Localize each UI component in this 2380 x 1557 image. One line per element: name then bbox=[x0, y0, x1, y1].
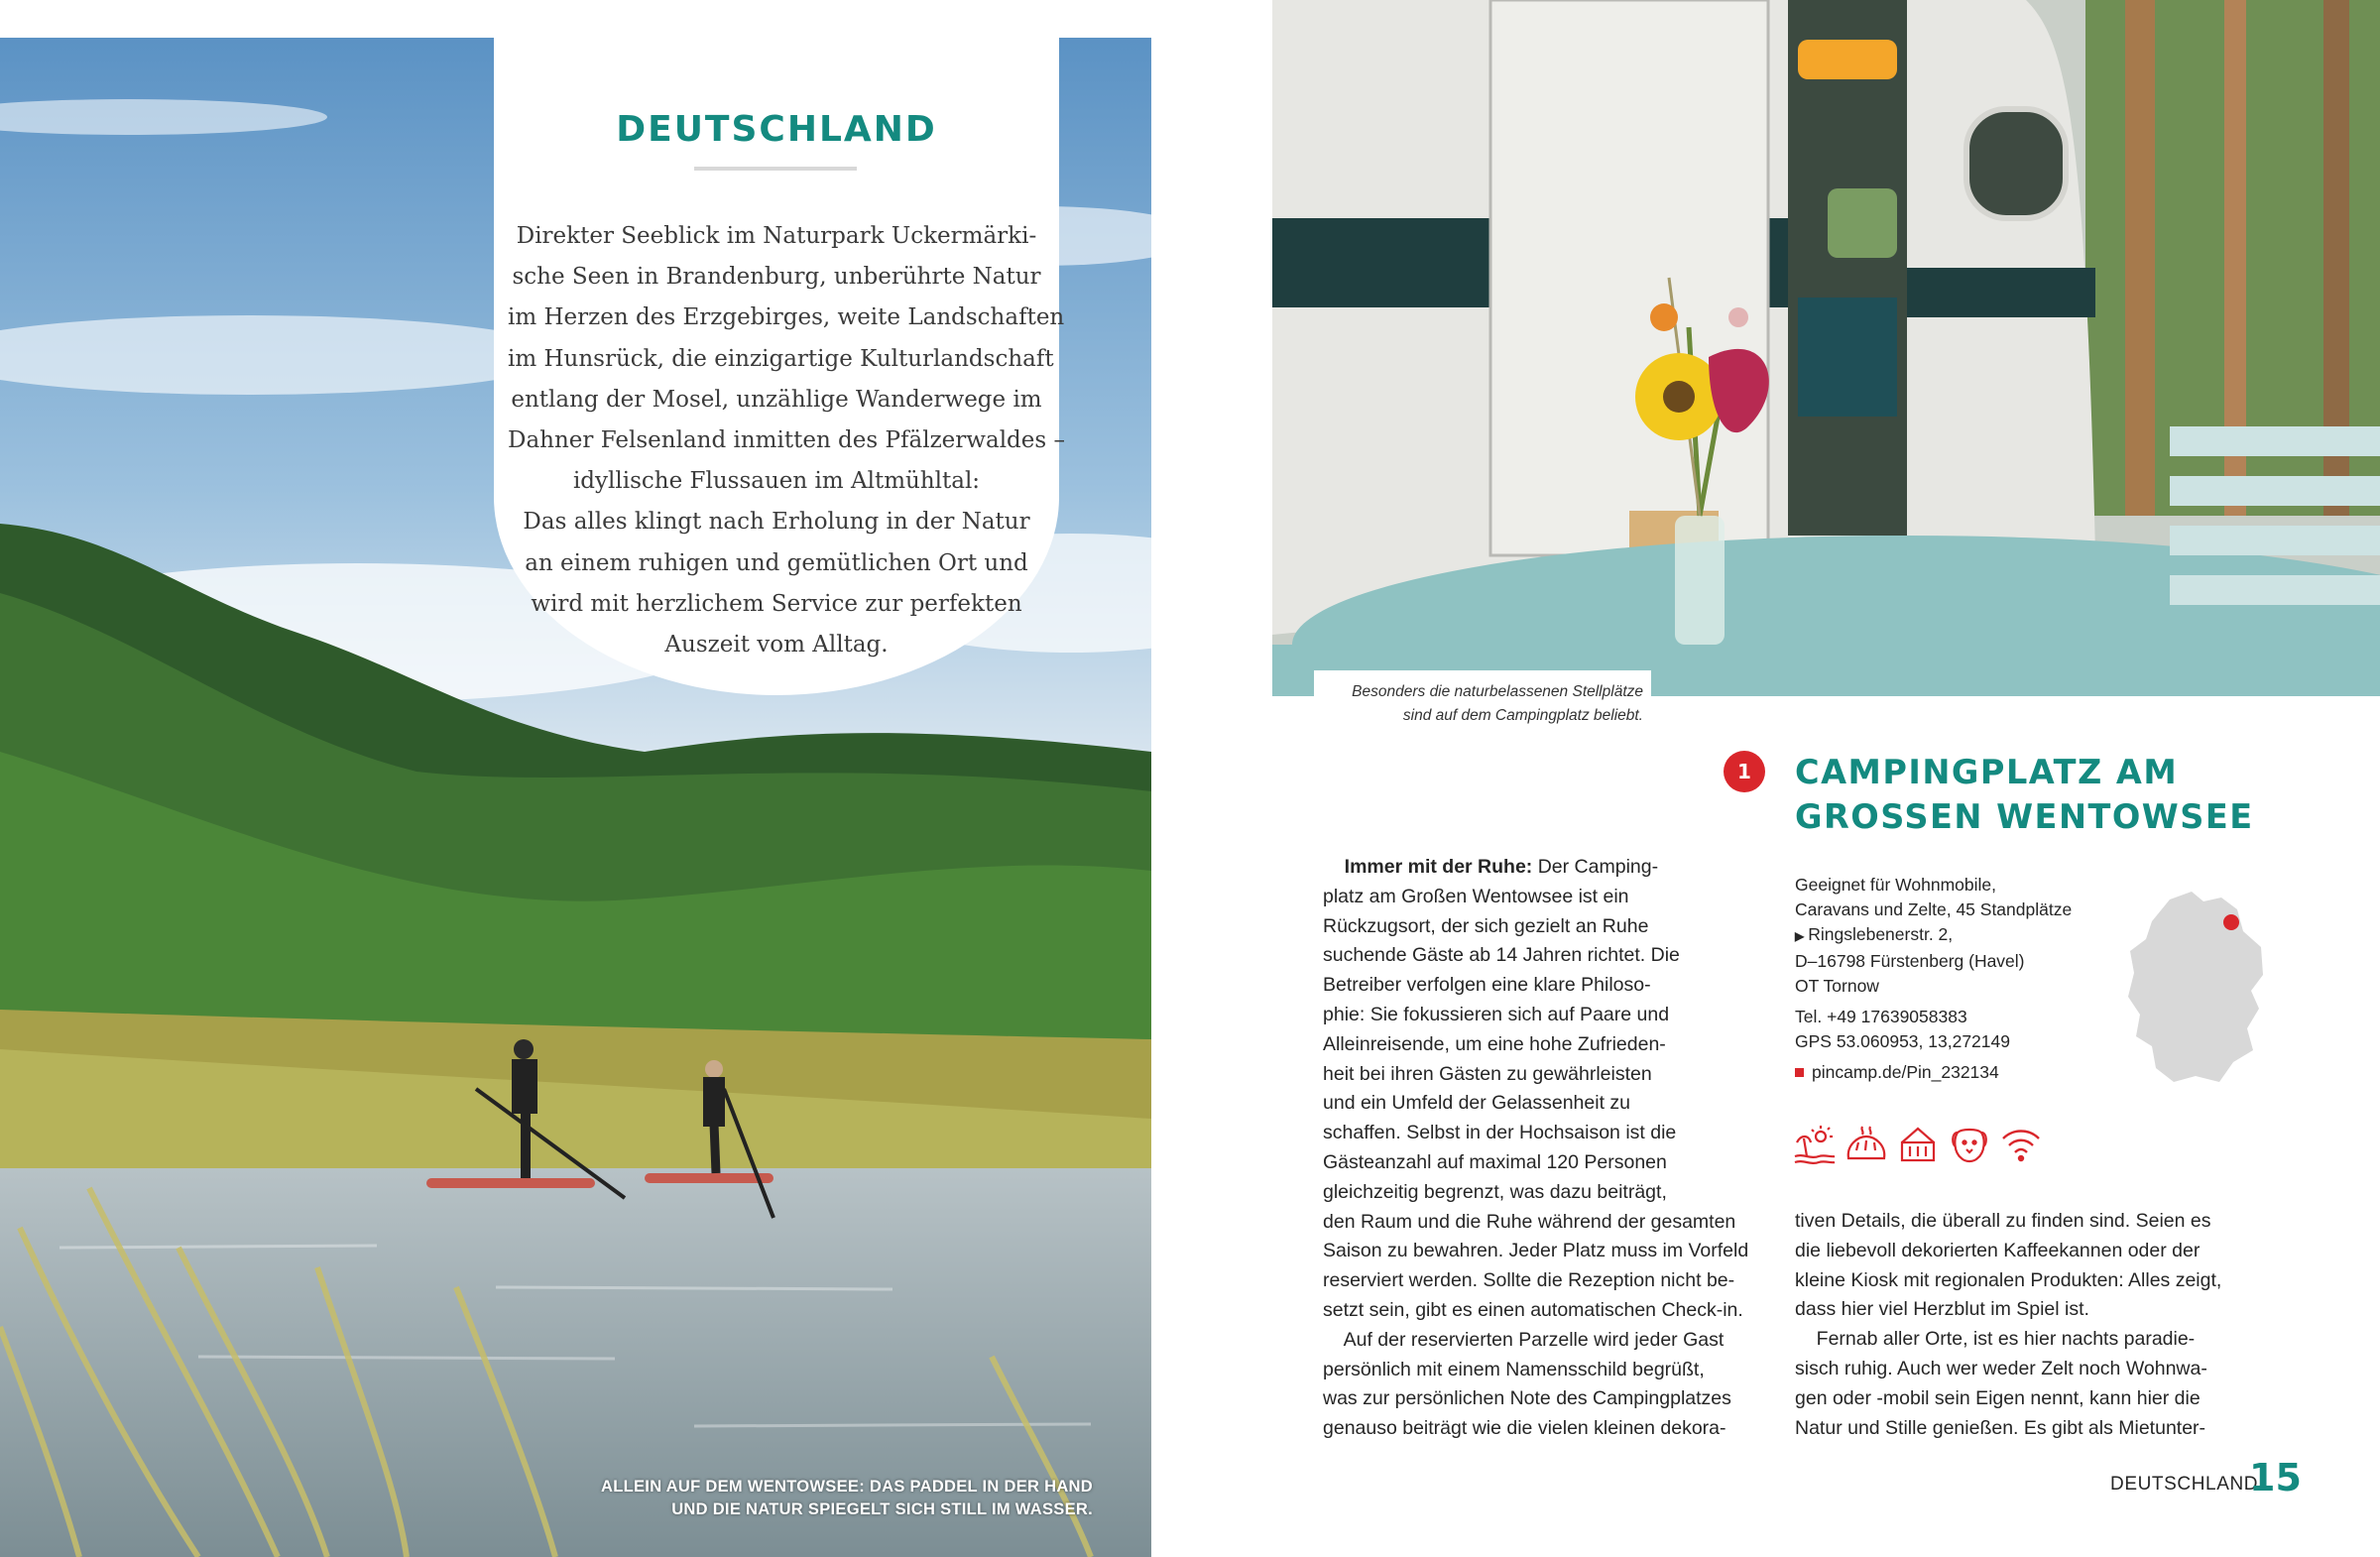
info-description: Geeignet für Wohnmobile, bbox=[1795, 875, 1996, 895]
body-line: gleichzeitig begrenzt, was dazu beiträgt, bbox=[1323, 1180, 1667, 1203]
caravan-photo bbox=[1272, 0, 2380, 696]
intro-line: Direkter Seeblick im Naturpark Uckermärki- bbox=[516, 223, 1037, 249]
amenity-icons bbox=[1793, 1123, 2061, 1168]
body-line: Betreiber verfolgen eine klare Philoso- bbox=[1323, 974, 1651, 997]
place-title-line: GROSSEN WENTOWSEE bbox=[1795, 797, 2254, 836]
lead-rest: Der Camping- bbox=[1532, 856, 1659, 878]
location-marker bbox=[2223, 914, 2239, 930]
intro-line: Das alles klingt nach Erholung in der Natur bbox=[523, 509, 1030, 536]
page-number: 15 bbox=[2249, 1456, 2302, 1499]
body-line: kleine Kiosk mit regionalen Produkten: Alles zeigt, bbox=[1795, 1268, 2222, 1291]
body-line: Natur und Stille genießen. Es gibt als Mietunter- bbox=[1795, 1416, 2206, 1439]
bread-icon bbox=[1844, 1123, 1888, 1166]
body-line: platz am Großen Wentowsee ist ein bbox=[1323, 885, 1629, 907]
address-line: Ringslebenerstr. 2, bbox=[1808, 924, 1954, 944]
link-bullet-icon bbox=[1795, 1068, 1804, 1077]
place-number-badge: 1 bbox=[1724, 751, 1765, 792]
body-line: Alleinreisende, um eine hohe Zufrieden- bbox=[1323, 1032, 1666, 1055]
intro-line: Auszeit vom Alltag. bbox=[664, 632, 889, 659]
body-line: Rückzugsort, der sich gezielt an Ruhe bbox=[1323, 914, 1649, 937]
info-phone: Tel. +49 17639058383 bbox=[1795, 1007, 1967, 1026]
intro-line: im Herzen des Erzgebirges, weite Landschaften bbox=[508, 304, 1065, 331]
info-address: OT Tornow bbox=[1795, 976, 1879, 996]
body-line: Fernab aller Orte, ist es hier nachts paradie- bbox=[1795, 1328, 2196, 1351]
caption-line: UND DIE NATUR SPIEGELT SICH STILL IM WASSER. bbox=[671, 1500, 1093, 1518]
wifi-icon bbox=[1999, 1123, 2043, 1166]
body-line: dass hier viel Herzblut im Spiel ist. bbox=[1795, 1298, 2089, 1321]
heading-divider bbox=[694, 167, 857, 171]
lead-in: Immer mit der Ruhe: bbox=[1344, 856, 1533, 878]
link-text[interactable]: pincamp.de/Pin_232134 bbox=[1812, 1062, 1999, 1082]
caravan-illustration bbox=[1272, 0, 2380, 696]
body-line: was zur persönlichen Note des Campingplatzes bbox=[1323, 1387, 1731, 1410]
body-line: setzt sein, gibt es einen automatischen Check-in. bbox=[1323, 1298, 1743, 1321]
body-line: Saison zu bewahren. Jeder Platz muss im Vorfeld bbox=[1323, 1240, 1749, 1262]
beach-sun-icon bbox=[1793, 1123, 1837, 1166]
body-line: Auf der reservierten Parzelle wird jeder Gast bbox=[1323, 1328, 1725, 1351]
body-line: genauso beiträgt wie die vielen kleinen dekora- bbox=[1323, 1417, 1726, 1440]
place-title bbox=[1795, 750, 2254, 839]
body-line: gen oder -mobil sein Eigen nennt, kann hier die bbox=[1795, 1386, 2201, 1409]
body-line: phie: Sie fokussieren sich auf Paare und bbox=[1323, 1003, 1670, 1025]
body-column-right bbox=[1795, 1207, 2221, 1443]
intro-line: entlang der Mosel, unzählige Wanderwege im bbox=[511, 386, 1042, 413]
intro-text bbox=[508, 216, 1065, 665]
body-line: den Raum und die Ruhe während der gesamten bbox=[1323, 1210, 1736, 1233]
place-title-line: CAMPINGPLATZ AM bbox=[1795, 753, 2179, 791]
info-address: D–16798 Fürstenberg (Havel) bbox=[1795, 951, 2025, 971]
body-line: schaffen. Selbst in der Hochsaison ist die bbox=[1323, 1122, 1677, 1144]
intro-line: sche Seen in Brandenburg, unberührte Natur bbox=[512, 264, 1041, 291]
germany-map bbox=[2122, 888, 2271, 1086]
body-column-left bbox=[1323, 853, 1748, 1444]
intro-card bbox=[494, 38, 1065, 695]
body-line: tiven Details, die überall zu finden sind. Seien es bbox=[1795, 1210, 2211, 1232]
body-line: und ein Umfeld der Gelassenheit zu bbox=[1323, 1092, 1631, 1115]
info-gps: GPS 53.060953, 13,272149 bbox=[1795, 1031, 2010, 1051]
body-line: heit bei ihren Gästen zu gewährleisten bbox=[1323, 1062, 1652, 1085]
body-line: Gästeanzahl auf maximal 120 Personen bbox=[1323, 1150, 1667, 1173]
lake-photo-caption bbox=[601, 1476, 1093, 1521]
body-line: persönlich mit einem Namensschild begrüßt, bbox=[1323, 1358, 1705, 1380]
info-link[interactable] bbox=[1795, 1060, 2072, 1085]
dog-icon bbox=[1948, 1123, 1991, 1166]
info-address bbox=[1795, 922, 2072, 949]
intro-line: wird mit herzlichem Service zur perfekten bbox=[531, 590, 1022, 617]
body-line bbox=[1323, 853, 1748, 883]
info-description: Caravans und Zelte, 45 Standplätze bbox=[1795, 899, 2073, 919]
caravan-photo-caption bbox=[1314, 670, 1651, 730]
place-info bbox=[1795, 873, 2072, 1085]
caption-line: ALLEIN AUF DEM WENTOWSEE: DAS PADDEL IN DER HAND bbox=[601, 1478, 1093, 1496]
body-line: sisch ruhig. Auch wer weder Zelt noch Wohnwa- bbox=[1795, 1357, 2207, 1379]
section-heading: DEUTSCHLAND bbox=[616, 109, 937, 150]
caption-line: Besonders die naturbelassenen Stellplätze bbox=[1352, 683, 1643, 700]
running-head: DEUTSCHLAND bbox=[2110, 1474, 2259, 1495]
body-line: reserviert werden. Sollte die Rezeption nicht be- bbox=[1323, 1269, 1735, 1292]
germany-outline bbox=[2128, 892, 2263, 1082]
shop-basket-icon bbox=[1896, 1123, 1940, 1166]
intro-line: idyllische Flussauen im Altmühltal: bbox=[572, 468, 981, 495]
triangle-bullet-icon: ▶ bbox=[1795, 929, 1805, 943]
caption-line: sind auf dem Campingplatz beliebt. bbox=[1402, 707, 1643, 724]
body-line: die liebevoll dekorierten Kaffeekannen oder der bbox=[1795, 1239, 2201, 1261]
body-line: suchende Gäste ab 14 Jahren richtet. Die bbox=[1323, 944, 1680, 967]
intro-line: Dahner Felsenland inmitten des Pfälzerwaldes – bbox=[508, 427, 1065, 454]
intro-line: an einem ruhigen und gemütlichen Ort und bbox=[525, 549, 1028, 576]
intro-line: im Hunsrück, die einzigartige Kulturlandschaft bbox=[508, 345, 1054, 372]
